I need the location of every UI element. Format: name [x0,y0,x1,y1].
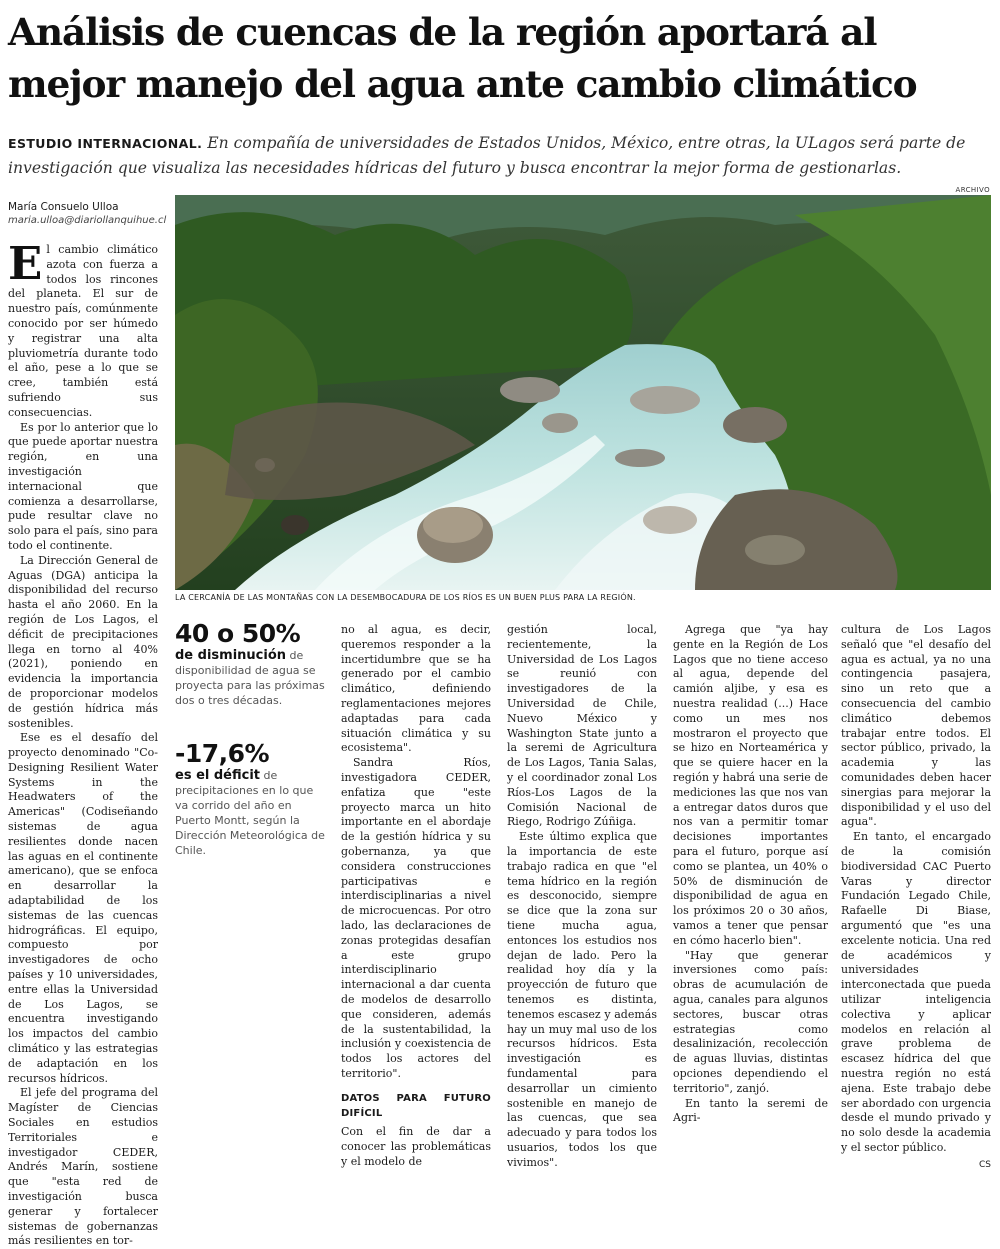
stat-box [175,740,325,858]
stat-description [175,648,325,708]
stat-value: 40 o 50% [175,619,301,648]
deck-intro: En compañía de universidades de Estados Unidos, México, entre otras, la ULagos será parte de investigación que visualiza las necesidades hídricas del futuro y busca encontrar la mejor forma de gestionarlas. [8,134,966,177]
byline [8,200,173,228]
article-column-3 [341,623,491,1170]
stat-lead: de disminución [175,648,287,663]
paragraph-text: l cambio climático azota con fuerza a todos los rincones del planeta. El sur de nuestro país, comúnmente conocido por ser húmedo y registrar una alta pluviometría durante todo el año, pese a lo que se cree, también está sufriendo sus consecuencias. [8,243,158,419]
paragraph: Este último explica que la importancia de este trabajo radica en que "el tema hídrico en la región es desconocido, siempre se dice que la zona sur tiene mucha agua, entonces los estudios nos dejan de lado. Pero la realidad hoy día y la proyección de futuro que tenemos es distinta, tenemos escasez y además hay un muy mal uso de los recursos hídricos. Esta investigación es fundamental para desarrollar un cimiento sostenible en manejo de las cuencas, que sea adecuado y para todos los usuarios, todos los que vivimos". [507,830,657,1169]
deck [8,131,993,180]
article-column-4 [507,623,657,1170]
author-email[interactable]: maria.ulloa@diariollanquihue.cl [8,215,167,226]
stat-value: -17,6% [175,739,270,768]
paragraph: Con el fin de dar a conocer las problemáticas y el modelo de [341,1125,491,1168]
stat-description [175,768,325,858]
paragraph: En tanto, el encargado de la comisión biodiversidad CAC Puerto Varas y director Fundación Legado Chile, Rafaelle Di Biase, argumentó que "es una excelente noticia. Una red de académicos y universidades interconectada que pueda utilizar inteligencia colectiva y aplicar modelos en relación al grave problema de escasez hídrica del que nuestra región no está ajena. Este trabajo debe ser abordado con urgencia desde el mundo privado y no solo desde la academia y el sector público. [841,830,991,1154]
river-illustration [175,195,991,590]
stat-box [175,620,325,708]
paragraph: La Dirección General de Aguas (DGA) anticipa la disponibilidad del recurso hasta el año 2060. En la región de Los Lagos, el déficit de precipitaciones llega en torno al 40% (2021), poniendo en evidencia la importancia de proporcionar modelos de gestión hídrica más sostenibles. [8,553,158,730]
author-name: María Consuelo Ulloa [8,201,119,213]
article-column-1 [8,237,158,1249]
paragraph: Sandra Ríos, investigadora CEDER, enfatiza que "este proyecto marca un hito importante en el abordaje de la gestión hídrica y su gobernanza, ya que considera construcciones participativas e interdisciplinarias a nivel de microcuencas. Por otro lado, las declaraciones de zonas protegidas desafían a este grupo interdisciplinario internacional a dar cuenta de modelos de desarrollo que consideren, además de la sustentabilidad, la inclusión y coexistencia de todos los actores del territorio". [341,756,491,1080]
paragraph [8,237,158,421]
paragraph: Es por lo anterior que lo que puede aportar nuestra región, en una investigación internacional que comienza a desarrollarse, pude resultar clave no solo para el país, sino para todo el continente. [8,420,158,552]
article-column-5 [673,623,828,1126]
paragraph: gestión local, recientemente, la Universidad de Los Lagos se reunió con investigadores de la Universidad de Chile, Nuevo México y Washington State junto a la seremi de Agricultura de Los Lagos, Tania Salas, y el coordinador zonal Los Ríos-Los Lagos de la Comisión Nacional de Riego, Rodrigo Zúñiga. [507,623,657,829]
paragraph: no al agua, es decir, queremos responder a la incertidumbre que se ha generado por el cambio climático, definiendo reglamentaciones mejores adaptadas para cada situación climática y su ecosistema". [341,623,491,755]
stat-text: de precipitaciones en lo que va corrido del año en Puerto Montt, según la Dirección Meteorológica de Chile. [175,769,325,857]
photo-credit: ARCHIVO [955,186,990,194]
stat-lead: es el déficit [175,768,261,783]
headline: Análisis de cuencas de la región aportará al mejor manejo del agua ante cambio climático [8,10,917,106]
stat-text: de disponibilidad de agua se proyecta para las próximas dos o tres décadas. [175,649,325,707]
paragraph: Agrega que "ya hay gente en la Región de Los Lagos que no tiene acceso al agua, depende del camión aljibe, y esa es nuestra realidad (...) Hace como un mes nos mostraron el proyecto que se hizo en Norteamérica y que se quiere hacer en la región y habrá una serie de mediciones las que nos van a entregar datos duros que nos van a permitir tomar decisiones importantes para el futuro, porque así como se plantea, un 40% o 50% de disminución de disponibilidad de agua en los próximos 20 o 30 años, vamos a tener que pensar en cómo hacerlo bien". [673,623,828,947]
photo-caption: LA CERCANÍA DE LAS MONTAÑAS CON LA DESEMBOCADURA DE LOS RÍOS ES UN BUEN PLUS PARA LA REGIÓN. [175,593,636,602]
article-column-6 [841,623,991,1172]
dropcap: E [8,237,43,290]
author-initials: CS [979,1159,991,1170]
river-photo [175,195,991,590]
deck-kicker: ESTUDIO INTERNACIONAL. [8,136,203,151]
paragraph: En tanto la seremi de Agri- [673,1096,828,1125]
paragraph: "Hay que generar inversiones como país: obras de acumulación de agua, canales para algunos sectores, buscar otras estrategias como desalinización, recolección de aguas lluvias, distintas opciones dependiendo el territorio", zanjó. [673,948,828,1095]
paragraph: Ese es el desafío del proyecto denominado "Co-Designing Resilient Water Systems in the Headwaters of the Americas" (Codiseñando sistemas de agua resilientes donde nacen las aguas en el continente americano), que se enfoca en desarrollar la adaptabilidad de los sistemas de las cuencas hidrográficas. El equipo, compuesto por investigadores de ocho países y 10 universidades, entre ellas la Universidad de Los Lagos, se encuentra investigando los impactos del cambio climático y las estrategias de adaptación en los recursos hídricos. [8,731,158,1085]
paragraph: cultura de Los Lagos señaló que "el desafío del agua es actual, ya no una contingencia pasajera, sino un reto que a consecuencia del cambio climático debemos trabajar entre todos. El sector público, privado, la academia y las comunidades deben hacer sinergias para mejorar la disponibilidad y el uso del agua". [841,623,991,829]
paragraph: El jefe del programa del Magíster de Ciencias Sociales en estudios Territoriales e investigador CEDER, Andrés Marín, sostiene que "esta red de investigación busca generar y fortalecer sistemas de gobernanzas más resilientes en tor- [8,1086,158,1248]
section-subhead: DATOS PARA FUTURO DIFÍCIL [341,1092,491,1119]
